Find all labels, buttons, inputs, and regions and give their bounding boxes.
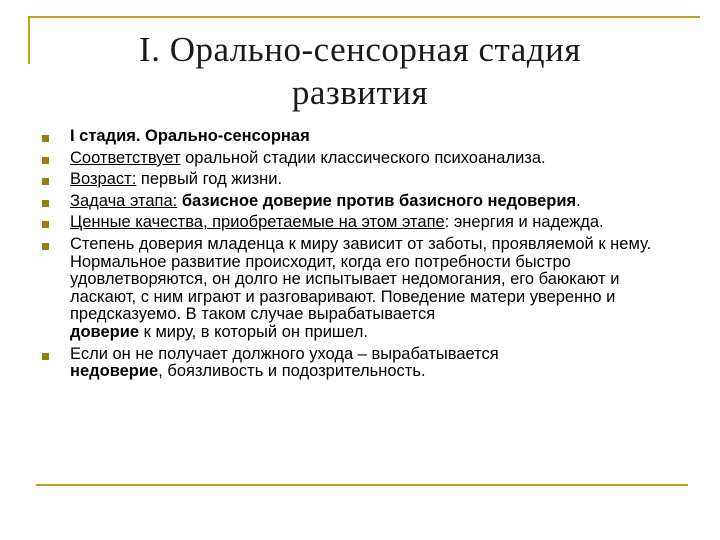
- slide-title-line-2: развития: [291, 73, 429, 112]
- bullet-item-task: [34, 193, 674, 211]
- bullet-item-qualities: [34, 214, 674, 232]
- corner-accent-horizontal: [28, 16, 700, 18]
- bullet-text: Если он не получает должного ухода – вырабатывается: [70, 344, 499, 363]
- bullet-lead: Ценные качества, приобретаемые на этом этапе: [70, 213, 445, 232]
- square-bullet-icon: [42, 135, 49, 142]
- bullet-text-tail: к миру, в который он пришел.: [139, 322, 368, 341]
- bullet-text: : энергия и надежда.: [444, 213, 604, 232]
- bullet-item-trust-degree: [34, 236, 674, 342]
- square-bullet-icon: [42, 243, 49, 250]
- bullet-strong: доверие: [70, 322, 140, 341]
- slide-title: [60, 28, 660, 114]
- bullet-strong: недоверие: [70, 362, 159, 381]
- bullet-strong: базисное доверие против базисного недоверия: [177, 191, 577, 210]
- bullet-list: [34, 128, 674, 385]
- bullet-text: .: [576, 191, 581, 210]
- square-bullet-icon: [42, 221, 49, 228]
- bullet-item-stage: [34, 128, 674, 146]
- bullet-lead: Возраст:: [70, 170, 137, 189]
- bullet-item-mistrust: [34, 346, 674, 381]
- bullet-item-age: [34, 171, 674, 189]
- bullet-lead: Соответствует: [70, 148, 181, 167]
- corner-accent-vertical: [28, 16, 30, 64]
- square-bullet-icon: [42, 200, 49, 207]
- bottom-divider: [36, 484, 688, 486]
- bullet-text: I стадия. Орально-сенсорная: [70, 127, 310, 145]
- bullet-item-corresponds: [34, 150, 674, 168]
- square-bullet-icon: [42, 178, 49, 185]
- bullet-text: первый год жизни.: [136, 170, 283, 189]
- slide-title-line-1: I. Орально-сенсорная стадия: [139, 30, 581, 69]
- square-bullet-icon: [42, 157, 49, 164]
- square-bullet-icon: [42, 353, 49, 360]
- bullet-text-tail: , боязливость и подозрительность.: [158, 362, 426, 381]
- bullet-lead: Задача этапа:: [70, 191, 178, 210]
- bullet-text: Степень доверия младенца к миру зависит от заботы, проявляемой к нему. Нормальное развитие происходит, когда его потребности быстро удовлетворяются, он долго не испытывает недомогания, его баюкают и ласкают, с ним играют и разговаривают. Поведение матери уверенно и предсказуемо. В таком случае вырабатывается: [70, 234, 652, 324]
- bullet-text: оральной стадии классического психоанализа.: [180, 148, 546, 167]
